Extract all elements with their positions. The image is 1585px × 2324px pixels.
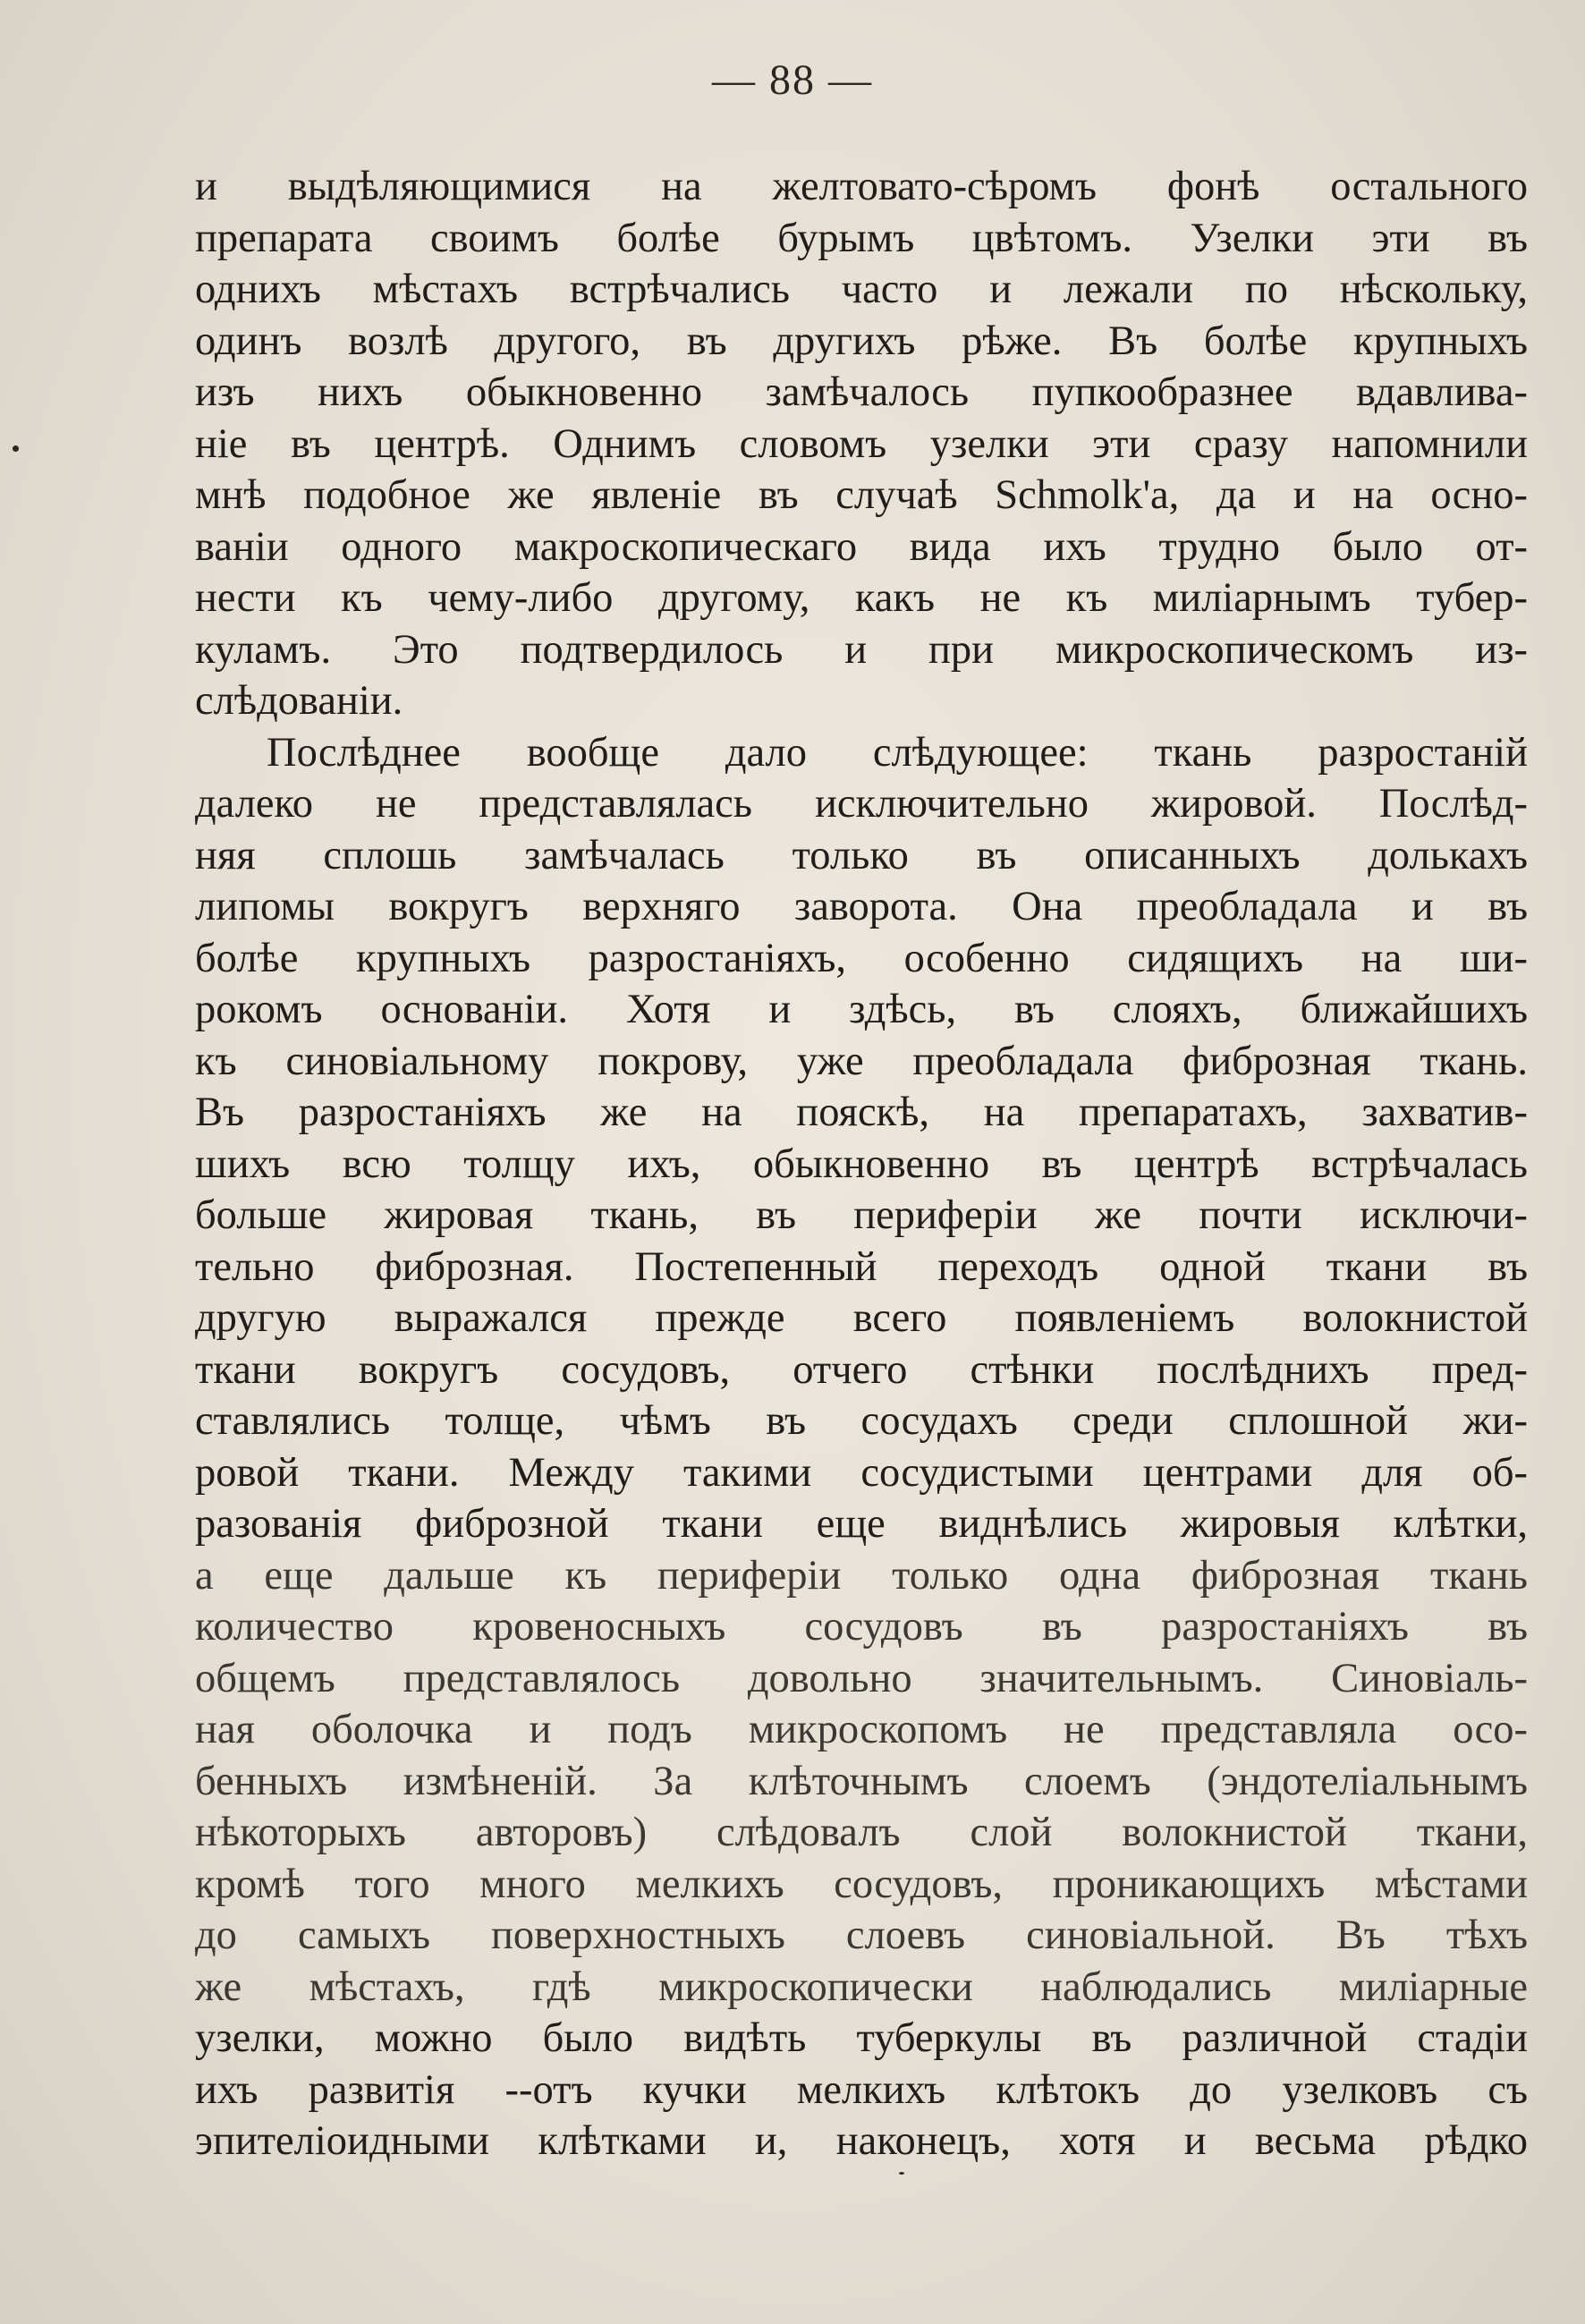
text-line: препарата своимъ болѣе бурымъ цвѣтомъ. Узелки эти въ (195, 215, 1528, 261)
text-line: же мѣстахъ, гдѣ микроскопически наблюдались миліарные (195, 1964, 1528, 2010)
text-line: ихъ развитія --отъ кучки мелкихъ клѣтокъ до узелковъ съ (195, 2066, 1528, 2113)
text-line: больше жировая ткань, въ периферіи же почти исключи- (195, 1192, 1528, 1238)
text-line: къ синовіальному покрову, уже преобладала фиброзная ткань. (195, 1038, 1528, 1084)
text-line: а еще дальше къ периферіи только одна фиброзная ткань (195, 1552, 1528, 1599)
text-line: ваніи одного макроскопическаго вида ихъ трудно было от- (195, 523, 1528, 570)
text-line: далеко не представлялась исключительно жировой. Послѣд- (195, 781, 1528, 827)
text-line: общемъ представлялось довольно значительнымъ. Синовіаль- (195, 1655, 1528, 1701)
text-line: куламъ. Это подтвердилось и при микроскопическомъ из- (195, 626, 1528, 673)
text-line: мнѣ подобное же явленіе въ случаѣ Schmolk'а, да и на осно- (195, 472, 1528, 518)
text-line: однихъ мѣстахъ встрѣчались часто и лежали по нѣскольку, (195, 267, 1528, 312)
text-line: ткани вокругъ сосудовъ, отчего стѣнки послѣднихъ пред- (195, 1346, 1528, 1393)
text-line: ставлялись толще, чѣмъ въ сосудахъ среди сплошной жи- (195, 1398, 1528, 1444)
text-line: нѣкоторыхъ авторовъ) слѣдовалъ слой волокнистой ткани, (195, 1810, 1528, 1855)
text-line: шихъ всю толщу ихъ, обыкновенно въ центрѣ встрѣчалась (195, 1141, 1528, 1187)
text-line: рокомъ основаніи. Хотя и здѣсь, въ слояхъ, ближайшихъ (195, 987, 1528, 1032)
text-line: другую выражался прежде всего появленіемъ волокнистой (195, 1295, 1528, 1341)
text-line: разованія фиброзной ткани еще виднѣлись жировыя клѣтки, (195, 1501, 1528, 1547)
text-line: липомы вокругъ верхняго заворота. Она преобладала и въ (195, 884, 1528, 929)
text-line: ная оболочка и подъ микроскопомъ не представляла осо- (195, 1707, 1528, 1752)
text-line: ніе въ центрѣ. Однимъ словомъ узелки эти сразу напомнили (195, 420, 1528, 467)
text-line: и выдѣляющимися на желтовато-сѣромъ фонѣ остального (195, 164, 1528, 209)
text-line: няя сплошь замѣчалась только въ описанныхъ долькахъ (195, 832, 1528, 878)
text-line: до самыхъ поверхностныхъ слоевъ синовіальной. Въ тѣхъ (195, 1913, 1528, 1958)
text-line: одинъ возлѣ другого, въ другихъ рѣже. Въ болѣе крупныхъ (195, 318, 1528, 364)
page-number: — 88 — (712, 56, 873, 104)
text-line: кромѣ того много мелкихъ сосудовъ, проникающихъ мѣстами (195, 1861, 1528, 1907)
print-speck (13, 445, 19, 452)
print-speck (899, 2172, 904, 2175)
body-text (195, 161, 1528, 2167)
text-line: болѣе крупныхъ разростаніяхъ, особенно сидящихъ на ши- (195, 935, 1528, 981)
text-line: тельно фиброзная. Постепенный переходъ одной ткани въ (195, 1243, 1528, 1290)
text-line: количество кровеносныхъ сосудовъ въ разростаніяхъ въ (195, 1604, 1528, 1650)
text-line: бенныхъ измѣненій. За клѣточнымъ слоемъ (эндотеліальнымъ (195, 1758, 1528, 1804)
text-line: нести къ чему-либо другому, какъ не къ миліарнымъ тубер- (195, 575, 1528, 621)
text-line: изъ нихъ обыкновенно замѣчалось пупкообразнее вдавлива- (195, 369, 1528, 415)
text-line: Въ разростаніяхъ же на пояскѣ, на препаратахъ, захватив- (195, 1090, 1528, 1135)
text-line: эпителіоидными клѣтками и, наконецъ, хотя и весьма рѣдко (195, 2118, 1528, 2164)
text-line: Послѣднее вообще дало слѣдующее: ткань разростаній (267, 729, 1528, 776)
text-line: слѣдованіи. (195, 678, 403, 724)
text-line: ровой ткани. Между такими сосудистыми центрами для об- (195, 1449, 1528, 1496)
text-line: узелки, можно было видѣть туберкулы въ различной стадіи (195, 2015, 1528, 2061)
